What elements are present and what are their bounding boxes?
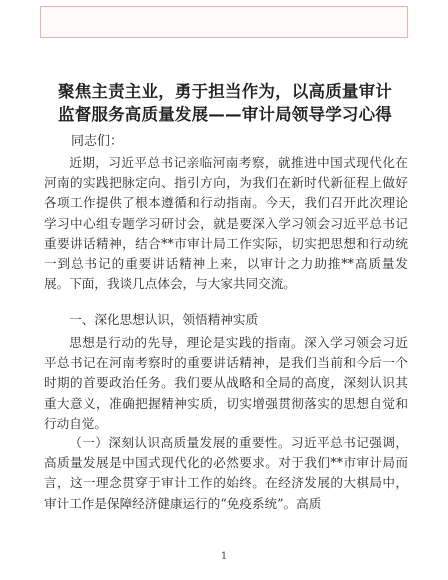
paragraph-intro: 近期，习近平总书记亲临河南考察，就推进中国式现代化在河南的实践把脉定向、指引方向，为我们在新时代新征程上做好各项工作提供了根本遵循和行动指南。今天，我们召开此次理论学习中心组专题学习研讨会，就是要深入学习领会习近平总书记重要讲话精神，结合**市审计局工作实际，切实把思想和行动统一到总书记的重要讲话精神上来，以审计之力助推**高质量发展。下面，我谈几点体会，与大家共同交流。 (44, 155, 408, 292)
paragraph-section-1: 思想是行动的先导，理论是实践的指南。深入学习领会习近平总书记在河南考察时的重要讲话精神，是我们当前和今后一个时期的首要政治任务。我们要从战略和全局的高度，深刻认识其重大意义，准确把握精神实质，切实增强贯彻落实的思想自觉和行动自觉。 (44, 335, 408, 431)
section-heading-1: 一、深化思想认识，领悟精神实质 (69, 312, 259, 327)
paragraph-subsection-1: （一）深刻认识高质量发展的重要性。习近平总书记强调，高质量发展是中国式现代化的必然要求。对于我们**市审计局而言，这一理念贯穿于审计工作的始终。在经济发展的大棋局中，审计工作是保障经济健康运行的“免疫系统”。高质 (44, 435, 408, 511)
header-banner (40, 6, 408, 38)
salutation: 同志们： (71, 134, 124, 149)
document-title-line-2: 监督服务高质量发展——审计局领导学习心得 (58, 105, 392, 124)
document-title-line-1: 聚焦主责主业，勇于担当作为，以高质量审计 (58, 82, 392, 101)
page-number: 1 (220, 551, 228, 562)
